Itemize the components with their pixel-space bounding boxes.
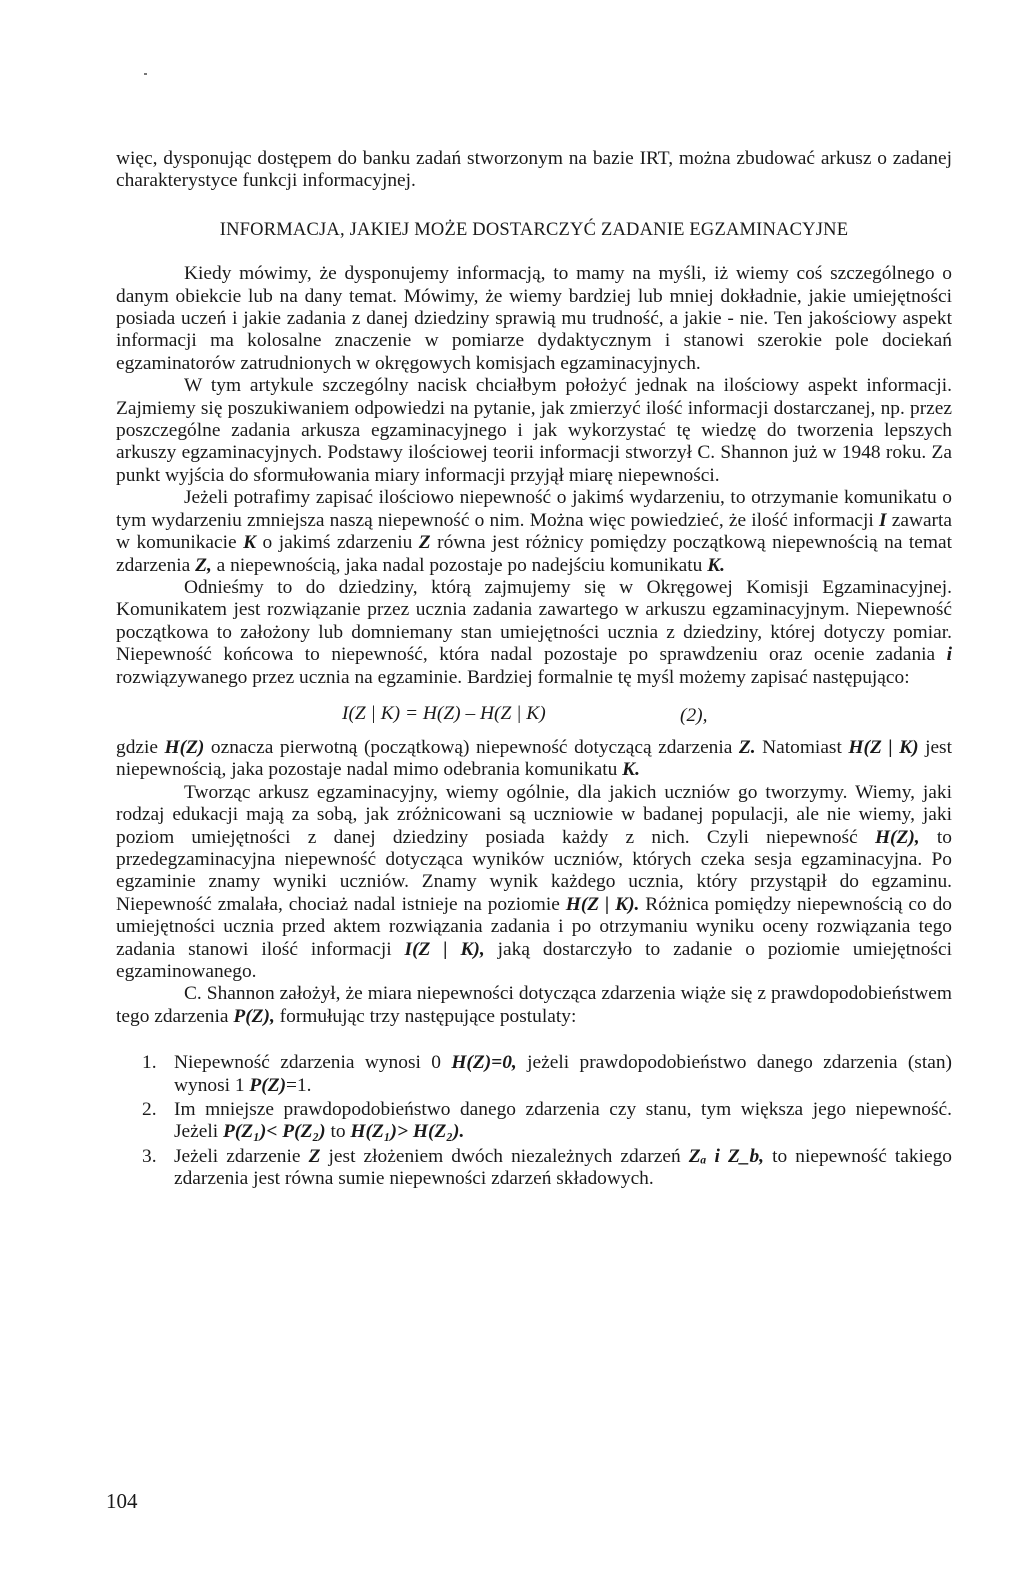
text: o jakimś zdarzeniu [256, 532, 419, 554]
formula-2 [116, 691, 952, 737]
symbol: H(Z)=0, [451, 1052, 517, 1074]
list-item [116, 1052, 952, 1097]
text: zawarta w komunikacie [116, 509, 953, 554]
text: to [325, 1121, 351, 1143]
text: to niepewność takiego zdarzenia jest równa sumie niepewności zdarzeń składowych. [174, 1145, 952, 1190]
text: jeżeli prawdopodobieństwo danego zdarzenia (stan) wynosi 1 [174, 1052, 952, 1096]
text: jest niepewnością, jaka pozostaje nadal mimo odebrania komunikatu [116, 736, 952, 781]
symbol: Z [308, 1145, 321, 1167]
text: jest złożeniem dwóch niezależnych zdarzeń [320, 1145, 689, 1167]
text: jaką dostarczyło to zadanie o poziomie umiejętności egzaminowanego. [116, 938, 952, 982]
symbol-HZ: H(Z) [164, 736, 205, 758]
symbol-Z: Z [418, 532, 431, 554]
text: a niepewnością, jaka nadal pozostaje po nadejściu komunikatu [211, 554, 708, 576]
text: Tworząc arkusz egzaminacyjny, wiemy ogólnie, dla jakich uczniów go tworzymy. Wiemy, jaki rodzaj edukacji mają za sobą, jak zróżnicowani są uczniowie w badanej populacji, ale nie wiemy, jaki poziom umiejętności z danej dziedziny posiada każdy z nich. Czyli niepewność [116, 781, 952, 848]
symbol-i: i [946, 644, 952, 666]
intro-paragraph: więc, dysponując dostępem do banku zadań stworzonym na bazie IRT, można zbudować arkusz o zadanej charakterystyce funkcji informacyjnej. [116, 148, 952, 192]
symbol-HZK: H(Z | K). [565, 893, 640, 915]
text: Jeżeli potrafimy zapisać ilościowo niepewność o jakimś wydarzeniu, to otrzymanie komunikatu o tym wydarzeniu zmniejsza naszą niepewność o nim. Można więc powiedzieć, że ilość informacji [116, 487, 952, 531]
text: Niepewność zdarzenia wynosi 0 [174, 1052, 452, 1074]
list-item-number: 1. [142, 1052, 157, 1074]
symbol-K: K. [622, 759, 640, 781]
symbol-Z: Z. [738, 736, 756, 758]
symbol-K: K. [707, 554, 725, 576]
symbol-I: I [879, 509, 887, 531]
text: =1. [286, 1074, 312, 1096]
text: Natomiast [755, 736, 849, 758]
symbol-IZK: I(Z | K), [404, 938, 485, 960]
symbol-K: K [243, 532, 257, 554]
paragraph-5 [116, 737, 952, 782]
text: Jeżeli zdarzenie [174, 1145, 309, 1167]
symbol-Z: Z, [195, 554, 212, 576]
formula-number: (2), [680, 704, 708, 726]
paragraph-6 [116, 782, 952, 984]
text: rozwiązywanego przez ucznia na egzaminie. Bardziej formalnie tę myśl możemy zapisać następująco: [116, 666, 910, 688]
text: to przedegzaminacyjna niepewność dotycząca wyników uczniów, których czeka sesja egzaminacyjna. Po egzaminie znamy wyniki uczniów. Znamy wynik każdego ucznia, który przystąpił do egzaminu. Niepewność zmalała, chociaż nadal istnieje na poziomie [116, 826, 952, 915]
symbol: Zₐ i Z_b, [688, 1145, 765, 1167]
text: C. Shannon założył, że miara niepewności dotycząca zdarzenia wiąże się z prawdopodobieństwem tego zdarzenia [116, 983, 952, 1027]
scan-speck [144, 73, 147, 75]
text: Odnieśmy to do dziedziny, którą zajmujemy się w Okręgowej Komisji Egzaminacyjnej. Komunikatem jest rozwiązanie przez ucznia zadania zawartego w arkuszu egzaminacyjnym. Niepewność początkowa to założony lub domniemany stan umiejętności ucznia z dziedziny, której dotyczy pomiar. Niepewność końcowa to niepewność, która nadal pozostaje po sprawdzeniu oraz ocenie zadania [116, 576, 952, 666]
text: równa jest różnicy pomiędzy początkową niepewnością na temat zdarzenia [116, 532, 952, 576]
page-number: 104 [106, 1489, 138, 1513]
symbol-PZ: P(Z), [233, 1005, 275, 1027]
postulates-list [116, 1052, 952, 1190]
text: formułując trzy następujące postulaty: [274, 1005, 577, 1027]
list-item [116, 1146, 952, 1191]
symbol: P(Z) [249, 1074, 287, 1096]
text: oznacza pierwotną (początkową) niepewność dotyczącą zdarzenia [204, 736, 739, 758]
text: gdzie [116, 736, 165, 758]
paragraph-3 [116, 487, 952, 577]
paragraph-4 [116, 577, 952, 689]
list-item-number: 3. [142, 1145, 157, 1167]
paragraph-2: W tym artykule szczególny nacisk chciałbym położyć jednak na ilościowy aspekt informacji. Zajmiemy się poszukiwaniem odpowiedzi na pytanie, jak zmierzyć ilość informacji dostarczanej, np. przez poszczególne zadania arkusza egzaminacyjnego i jak wykorzystać tę wiedzę do tworzenia lepszych arkuszy egzaminacyjnych. Podstawy ilościowej teorii informacji stworzył C. Shannon już w 1948 roku. Za punkt wyjścia do sformułowania miary informacji przyjął miarę niepewności. [116, 375, 952, 486]
text: Im mniejsze prawdopodobieństwo danego zdarzenia czy stanu, tym większa jego niepewność. Jeżeli [174, 1099, 952, 1143]
formula-expression: I(Z | K) = H(Z) – H(Z | K) [342, 702, 546, 724]
symbol: H(Z₁)> H(Z₂). [350, 1121, 465, 1143]
paragraph-7 [116, 983, 952, 1028]
section-heading: INFORMACJA, JAKIEJ MOŻE DOSTARCZYĆ ZADANIE EGZAMINACYJNE [219, 219, 849, 240]
symbol: P(Z₁)< P(Z₂) [223, 1121, 326, 1143]
page-body [116, 148, 952, 1193]
list-item [116, 1099, 952, 1144]
symbol-HZ: H(Z), [874, 826, 920, 848]
list-item-number: 2. [142, 1099, 157, 1121]
symbol-HZK: H(Z | K) [848, 736, 919, 758]
text: Różnica pomiędzy niepewnością co do umiejętności ucznia przed aktem rozwiązania zadania i po otrzymaniu wyniku oceny rozwiązania tego zadania stanowi ilość informacji [116, 893, 952, 960]
paragraph-1: Kiedy mówimy, że dysponujemy informacją, to mamy na myśli, iż wiemy coś szczególnego o danym obiekcie lub na dany temat. Mówimy, że wiemy bardziej lub mniej dokładnie, jakie umiejętności posiada uczeń i jakie zadania z danej dziedziny sprawią mu trudność, a jakie - nie. Ten jakościowy aspekt informacji ma kolosalne znaczenie w pomiarze dydaktycznym i stanowi szerokie pole dociekań egzaminatorów zatrudnionych w okręgowych komisjach egzaminacyjnych. [116, 263, 952, 374]
